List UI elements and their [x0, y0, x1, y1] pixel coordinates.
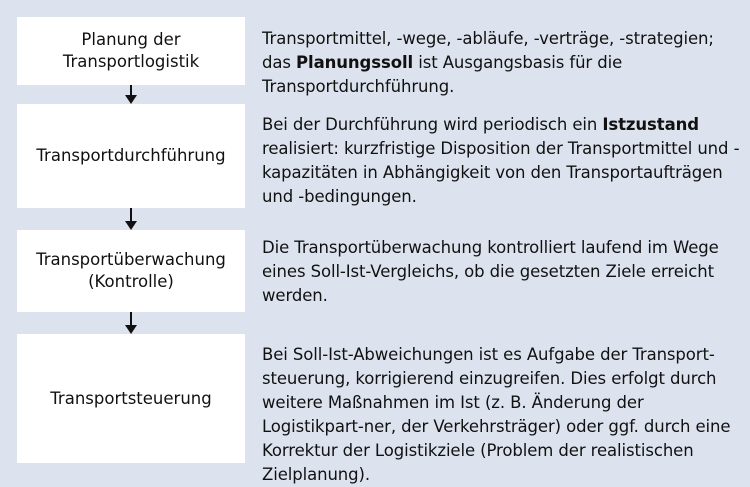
step-title-durchfuehrung: Transportdurchführung [36, 146, 226, 165]
arrow-down-icon [125, 85, 137, 104]
step-box-planung [17, 17, 245, 85]
step-description-steuerung: Bei Soll-Ist-Abweichungen ist es Aufgabe der Transport-steuerung, korrigierend einzugreifen. Dies erfolgt durch weitere Maßnahmen im Ist (z. B. Änderung der Logistikpart-ner, der Verkehrsträger) oder ggf. durch eine Korrektur der Logistikziele (Problem der realistischen Zielplanung). [262, 345, 731, 484]
step-box-ueberwachung [17, 230, 245, 312]
step-box-durchfuehrung [17, 104, 245, 208]
arrow-down-icon [125, 208, 137, 230]
step-title-planung: Planung der Transportlogistik [62, 30, 200, 71]
step-title-steuerung: Transportsteuerung [50, 388, 212, 408]
step-title-ueberwachung: Transportüberwachung (Kontrolle) [36, 250, 226, 291]
keyword-istzustand: Istzustand [602, 115, 699, 134]
step-description-planung: Transportmittel, -wege, -abläufe, -verträge, -strategien; das Planungssoll ist Ausgangsbasis für die Transportdurchführung. [262, 29, 714, 96]
step-box-steuerung [17, 334, 245, 463]
step-description-ueberwachung: Die Transportüberwachung kontrolliert laufend im Wege eines Soll-Ist-Vergleichs, ob die gesetzten Ziele erreicht werden. [262, 238, 719, 305]
keyword-planungssoll: Planungssoll [296, 53, 414, 72]
arrow-down-icon [125, 312, 137, 334]
step-description-durchfuehrung: Bei der Durchführung wird periodisch ein Istzustand realisiert: kurzfristige Disposition der Transportmittel und -kapazitäten in Abhängigkeit von den Transportaufträgen und -bedingungen. [262, 115, 740, 206]
